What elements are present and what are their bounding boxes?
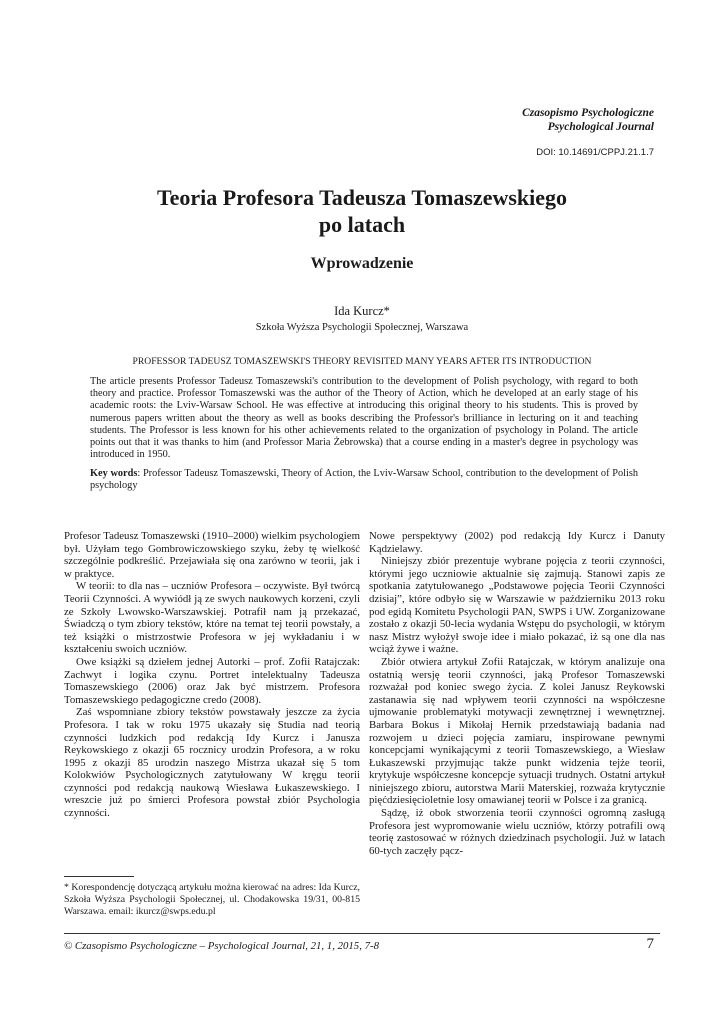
abstract [90, 376, 638, 461]
english-title: PROFESSOR TADEUSZ TOMASZEWSKI'S THEORY REVISITED MANY YEARS AFTER ITS INTRODUCTION [132, 356, 592, 367]
footer-divider [64, 933, 660, 934]
article-title-line1: Teoria Profesora Tadeusza Tomaszewskiego [156, 185, 568, 210]
keywords-label: Key words [90, 468, 138, 479]
keywords-text: : Professor Tadeusz Tomaszewski, Theory of Action, the Lviv-Warsaw School, contribution to the development of Polish psychology [90, 468, 638, 492]
paragraph: Owe książki są dziełem jednej Autorki – prof. Zofii Ratajczak: Zachwyt i logika czynu. Portret intelektualny Tadeusza Tomaszewskiego (2006) oraz Jak być mistrzem. Profesora Tomaszewskiego pedagogiczne credo (2008). [64, 655, 360, 706]
author-affiliation: Szkoła Wyższa Psychologii Społecznej, Warszawa [255, 322, 469, 333]
keywords [90, 468, 638, 492]
journal-name [522, 106, 654, 134]
paragraph: Profesor Tadeusz Tomaszewski (1910–2000) wielkim psychologiem był. Użyłam tego Gombrowiczowskiego szyku, żeby tę wielkość szczególnie podkreślić. Przejawiała się ona zarówno w teorii, jak i w praktyce. [64, 530, 360, 580]
footnote: * Korespondencję dotyczącą artykułu można kierować na adres: Ida Kurcz, Szkoła Wyższa Psychologii Społecznej, ul. Chodakowska 19/31, 00-815 Warszawa. email: ikurcz@swps.edu.pl [64, 882, 360, 917]
journal-name-pl: Czasopismo Psychologiczne [522, 107, 654, 119]
footnote-divider [64, 876, 134, 877]
paragraph: Zaś wspomniane zbiory tekstów powstawały jeszcze za życia Profesora. I tak w roku 1975 ukazały się Studia nad teorią czynności ludzkich pod redakcją Idy Kurcz i Janusza Reykowskiego z okazji 65 rocznicy urodzin Profesora, a w roku 1995 z okazji 85 urodzin naszego Mistrza ukazał się 5 tom Kolokwiów Psychologicznych zatytułowany W kręgu teorii czynności pod redakcją naukową Wiesława Łukaszewskiego. I wreszcie już po śmierci Profesora powstał zbiór Psychologia czynności. [64, 706, 360, 820]
paragraph: W teorii: to dla nas – uczniów Profesora – oczywiste. Był twórcą Teorii Czynności. A wywiódł ją ze swych naukowych korzeni, czyli ze Szkoły Lwowsko-Warszawskiej. Potrafił nam ją przekazać, Świadczą o tym zbiory tekstów, które na temat tej teorii powstały, a też książki o mistrzostwie Profesora w jej wykładaniu i w kształceniu swoich uczniów. [64, 580, 360, 656]
body-column-right [369, 530, 665, 857]
author-name: Ida Kurcz* [334, 304, 390, 318]
paragraph: Niniejszy zbiór prezentuje wybrane pojęcia z teorii czynności, którymi jego uczniowie aktualnie się zajmują. Stanowi zapis ze spotkania zatytułowanego „Podstawowe pojęcia Teorii Czynności dzisiaj”, które odbyło się w Warszawie w październiku 2013 roku pod egidą Komitetu Psychologii PAN, SWPS i UW. Zorganizowane zostało z okazji 50-lecia wydania Wstępu do psychologii, w którym nasz Mistrz wyłożył swoje idee i miało pokazać, iż są one dla nas wciąż żywe i ważne. [369, 555, 665, 656]
article-title [0, 184, 724, 238]
article-subtitle: Wprowadzenie [310, 255, 414, 272]
body-column-left [64, 530, 360, 820]
footer-citation: © Czasopismo Psychologiczne – Psychological Journal, 21, 1, 2015, 7-8 [64, 940, 379, 952]
paragraph: Nowe perspektywy (2002) pod redakcją Idy Kurcz i Danuty Kądzielawy. [369, 530, 665, 555]
page-number: 7 [646, 936, 654, 952]
doi: DOI: 10.14691/CPPJ.21.1.7 [536, 147, 654, 158]
paragraph: Zbiór otwiera artykuł Zofii Ratajczak, w którym analizuje ona ostatnią wersję teorii czynności, jaką Profesor Tomaszewski rozważał pod koniec swego życia. Z kolei Janusz Reykowski zastanawia się nad wpływem teorii czynności na współczesne ujmowanie problematyki motywacji zewnętrznej i wewnętrznej. Barbara Bokus i Mikołaj Hernik przedstawiają badania nad rozwojem u dzieci pojęcia zamiaru, inspirowane pewnymi koncepcjami wynikającymi z teorii Tomaszewskiego, a Wiesław Łukaszewski przyjmując także punkt widzenia tejże teorii, krytykuje współczesne koncepcje sytuacji trudnych. Ostatni artykuł niniejszego zbioru, autorstwa Marii Materskiej, rozważa krytycznie pięćdziesięcioletnie losy omawianej teorii w Polsce i za granicą. [369, 655, 665, 807]
abstract-text: The article presents Professor Tadeusz Tomaszewski's contribution to the development of Polish psychology, with regard to both theory and practice. Professor Tomaszewski was the author of the Theory of Action, which he developed at an early stage of his academic roots: the Lviv-Warsaw School. He was effective at introducing this original theory to his students. This is proved by numerous papers written about the theory as well as books describing the Professor's brilliance in lecturing on it and teaching students. The Professor is less known for his other achievements related to the organization of psychology in Poland. The article points out that it was thanks to him (and Professor Maria Żebrowska) that a course ending in a master's degree in psychology was introduced in 1950. [90, 376, 638, 461]
paragraph: Sądzę, iż obok stworzenia teorii czynności ogromną zasługą Profesora jest wypromowanie wielu uczniów, którzy potrafili ową teorię zastosować w różnych dziedzinach psychologii. Już w latach 60-tych zaczęły pącz- [369, 807, 665, 857]
journal-name-en: Psychological Journal [547, 121, 654, 133]
article-title-line2: po latach [318, 212, 406, 237]
